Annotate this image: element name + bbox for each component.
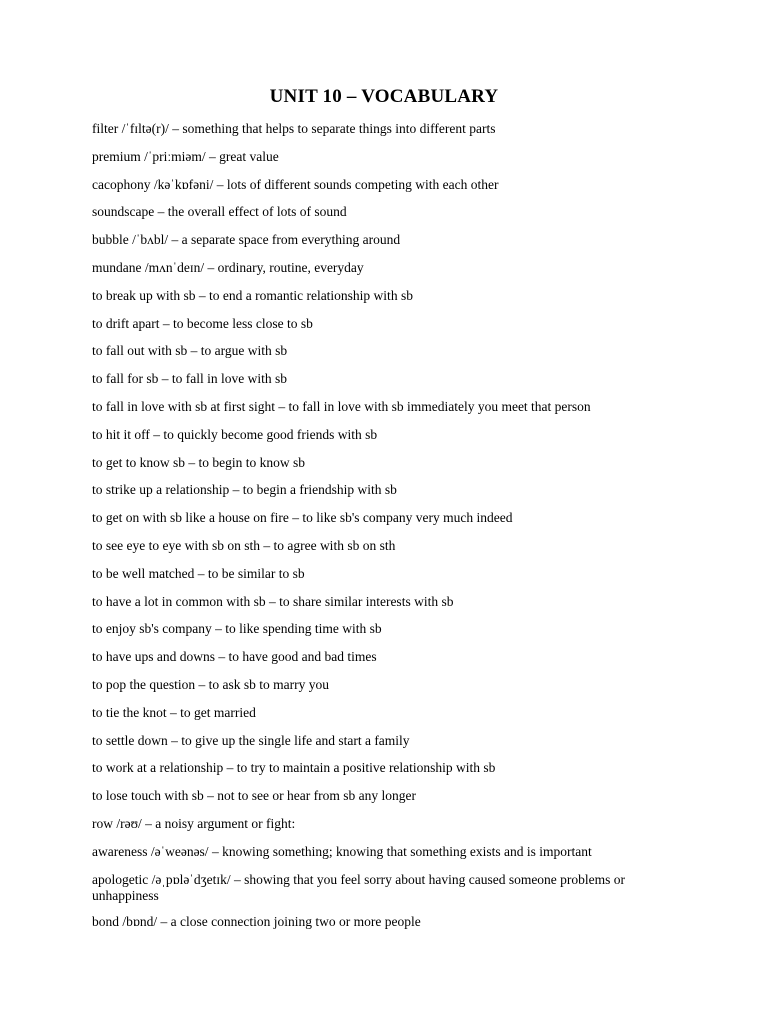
vocabulary-entry: bubble /ˈbʌbl/ – a separate space from everything around xyxy=(92,232,401,248)
vocabulary-entry: to get on with sb like a house on fire – to like sb's company very much indeed xyxy=(92,510,513,526)
vocabulary-entry: to fall for sb – to fall in love with sb xyxy=(92,371,287,387)
vocabulary-entry: apologetic /əˌpɒləˈdʒetɪk/ – showing that you feel sorry about having caused someone problems or unhappiness xyxy=(92,871,626,903)
vocabulary-entry: premium /ˈpriːmiəm/ – great value xyxy=(92,148,279,164)
vocabulary-entry: to have ups and downs – to have good and bad times xyxy=(92,649,377,665)
vocabulary-entry: to see eye to eye with sb on sth – to agree with sb on sth xyxy=(92,537,396,553)
page-title: UNIT 10 – VOCABULARY xyxy=(269,86,499,107)
vocabulary-entry: cacophony /kəˈkɒfəni/ – lots of different sounds competing with each other xyxy=(92,176,499,192)
vocabulary-entry: to lose touch with sb – not to see or hear from sb any longer xyxy=(92,788,416,804)
vocabulary-entry: row /rəʊ/ – a noisy argument or fight: xyxy=(92,815,296,831)
vocabulary-entry: to fall out with sb – to argue with sb xyxy=(92,343,288,359)
vocabulary-entry: mundane /mʌnˈdeɪn/ – ordinary, routine, everyday xyxy=(92,259,364,275)
vocabulary-entry: filter /ˈfɪltə(r)/ – something that helps to separate things into different parts xyxy=(92,121,496,136)
vocabulary-entry: to drift apart – to become less close to sb xyxy=(92,315,313,331)
vocabulary-entry: to hit it off – to quickly become good friends with sb xyxy=(92,426,378,442)
vocabulary-entry: to enjoy sb's company – to like spending time with sb xyxy=(92,621,382,637)
vocabulary-entry: to pop the question – to ask sb to marry you xyxy=(92,676,329,692)
vocabulary-entry: to get to know sb – to begin to know sb xyxy=(92,454,305,470)
vocabulary-entry: to have a lot in common with sb – to share similar interests with sb xyxy=(92,593,454,609)
vocabulary-entry: awareness /əˈweənəs/ – knowing something; knowing that something exists and is important xyxy=(92,843,592,859)
vocabulary-entry: bond /bɒnd/ – a close connection joining two or more people xyxy=(92,913,421,929)
vocabulary-entry: to be well matched – to be similar to sb xyxy=(92,565,305,581)
vocabulary-entry: to fall in love with sb at first sight – to fall in love with sb immediately you meet that person xyxy=(92,398,591,414)
vocabulary-entry: soundscape – the overall effect of lots of sound xyxy=(92,204,347,220)
vocabulary-entry: to break up with sb – to end a romantic relationship with sb xyxy=(92,287,413,303)
vocabulary-entry: to work at a relationship – to try to maintain a positive relationship with sb xyxy=(92,760,496,776)
vocabulary-list xyxy=(92,121,692,941)
vocabulary-entry: to strike up a relationship – to begin a friendship with sb xyxy=(92,482,397,498)
vocabulary-entry: to settle down – to give up the single life and start a family xyxy=(92,732,410,748)
vocabulary-entry: to tie the knot – to get married xyxy=(92,704,256,720)
